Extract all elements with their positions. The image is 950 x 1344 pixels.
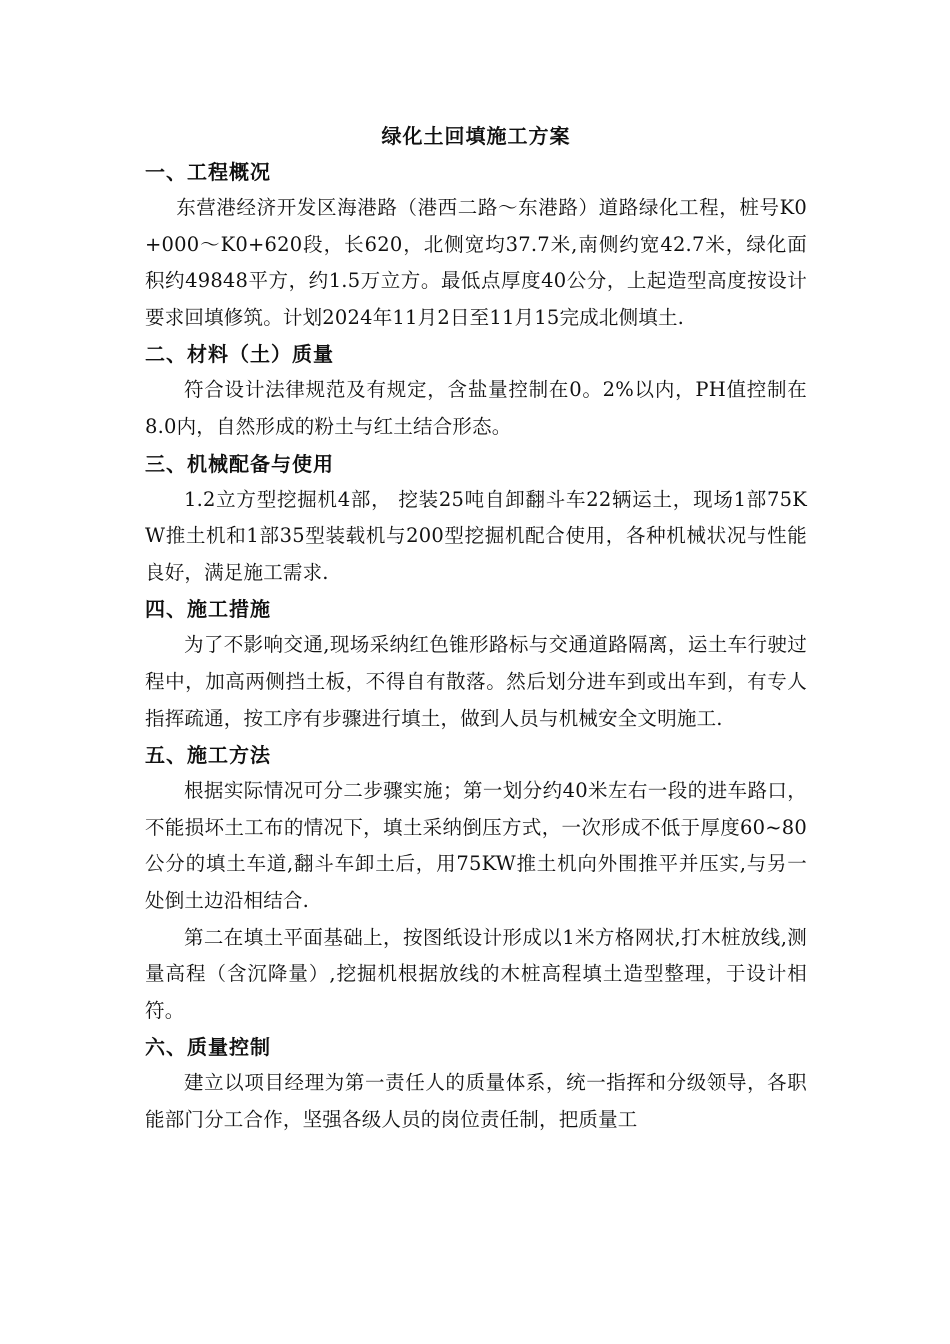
section-heading-overview: 一、工程概况 — [145, 160, 271, 184]
paragraph-methods-step-two: 第二在填土平面基础上，按图纸设计形成以1米方格网状,打木桩放线,测量高程（含沉降量）,挖掘机根据放线的木桩高程填土造型整理，于设计相符。 — [145, 925, 807, 1022]
paragraph-material-quality: 符合设计法律规范及有规定，含盐量控制在0。2%以内，PH值控制在8.0内，自然形成的粉土与红土结合形态。 — [145, 378, 807, 438]
document-body — [145, 118, 807, 1138]
section-heading-quality-control: 六、质量控制 — [145, 1035, 271, 1060]
section-heading-methods: 五、施工方法 — [145, 743, 271, 768]
document-title: 绿化土回填施工方案 — [381, 124, 571, 148]
paragraph-overview: 东营港经济开发区海港路（港西二路～东港路）道路绿化工程，桩号K0+000～K0+620段，长620，北侧宽均37.7米,南侧约宽42.7米，绿化面积约49848平方，约1.5万立方。最低点厚度40公分，上起造型高度按设计要求回填修筑。计划2024年11月2日至11月15完成北侧填土. — [145, 196, 807, 329]
section-heading-measures: 四、施工措施 — [145, 597, 271, 622]
paragraph-methods-step-one: 根据实际情况可分二步骤实施；第一划分约40米左右一段的进车路口，不能损坏土工布的情况下，填土采纳倒压方式，一次形成不低于厚度60~80公分的填土车道,翻斗车卸土后，用75KW推土机向外围推平并压实,与另一处倒土边沿相结合. — [145, 779, 807, 912]
paragraph-measures: 为了不影响交通,现场采纳红色锥形路标与交通道路隔离，运土车行驶过程中，加高两侧挡土板，不得自有散落。然后划分进车到或出车到，有专人指挥疏通，按工序有步骤进行填土，做到人员与机械安全文明施工. — [145, 633, 807, 730]
section-heading-material-quality: 二、材料（土）质量 — [145, 342, 334, 367]
paragraph-machinery: 1.2立方型挖掘机4部， 挖装25吨自卸翻斗车22辆运土，现场1部75KW推土机和1部35型装载机与200型挖掘机配合使用，各种机械状况与性能良好，满足施工需求. — [145, 487, 807, 584]
paragraph-quality-control: 建立以项目经理为第一责任人的质量体系，统一指挥和分级领导，各职能部门分工合作，坚强各级人员的岗位责任制，把质量工 — [145, 1071, 807, 1131]
section-heading-machinery: 三、机械配备与使用 — [145, 451, 334, 476]
